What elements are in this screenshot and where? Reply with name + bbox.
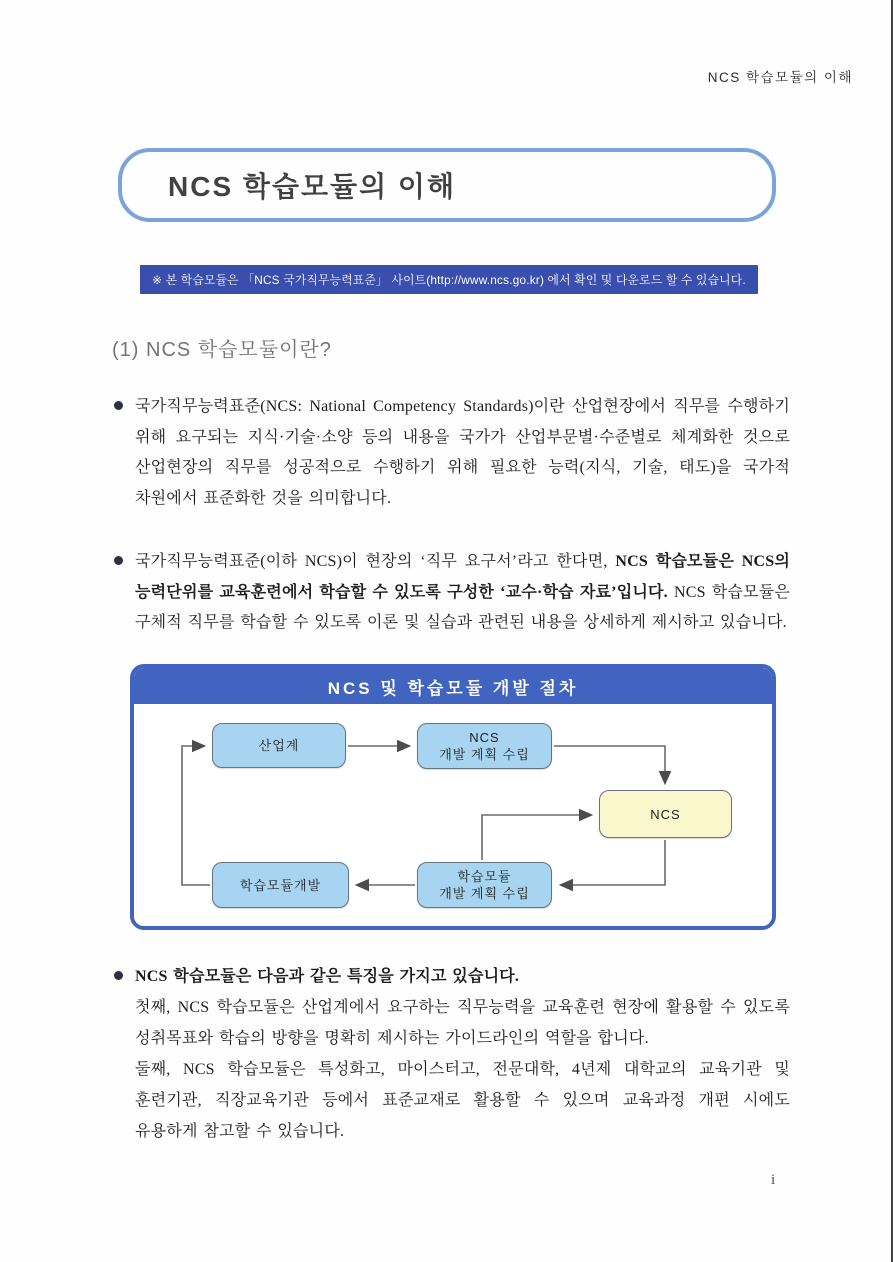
notice-text: ※ 본 학습모듈은 「NCS 국가직무능력표준」 사이트(http://www.ncs.go.kr) 에서 확인 및 다운로드 할 수 있습니다.: [152, 273, 746, 287]
bullet-icon: [114, 971, 123, 980]
flow-node-label: 개발 계획 수립: [439, 747, 530, 762]
paragraph-text-bold: NCS 학습모듈은 NCS의 능력단위를 교육훈련에서 학습할 수 있도록 구성한 ‘교수·학습 자료’입니다.: [135, 553, 790, 601]
arrow-moduledev-to-industry: [182, 746, 210, 885]
paragraph-ncs-definition: [113, 392, 790, 514]
notice-banner: [140, 265, 758, 294]
section-heading: (1) NCS 학습모듈이란?: [112, 339, 332, 361]
flow-node-module-plan: [417, 862, 552, 908]
paragraph-text-regular: 국가직무능력표준(이하 NCS)이 현장의 ‘직무 요구서’라고 한다면,: [135, 553, 616, 570]
paragraph-features: [113, 961, 790, 1147]
page-number: i: [771, 1172, 776, 1188]
flow-node-module-dev: [212, 862, 349, 908]
bullet-icon: [114, 556, 123, 565]
flow-node-label: NCS: [469, 730, 500, 745]
features-second: 둘째, NCS 학습모듈은 특성화고, 마이스터고, 전문대학, 4년제 대학교의 교육기관 및 훈련기관, 직장교육기관 등에서 표준교재로 활용할 수 있으며 교육과정 개편 시에도 유용하게 참고할 수 있습니다.: [135, 1061, 790, 1140]
flow-node-ncs: [599, 790, 732, 838]
flow-node-label: 학습모듈: [457, 869, 512, 884]
arrow-moduleplan-to-ncs: [482, 815, 590, 860]
features-first: 첫째, NCS 학습모듈은 산업계에서 요구하는 직무능력을 교육훈련 현장에 활용할 수 있도록 성취목표와 학습의 방향을 명확히 제시하는 가이드라인의 역할을 합니다.: [135, 999, 790, 1047]
diagram-title: NCS 및 학습모듈 개발 절차: [134, 668, 772, 704]
development-process-diagram: [130, 664, 776, 930]
chapter-title: NCS 학습모듈의 이해: [168, 171, 457, 202]
paragraph-ncs-module: [113, 547, 790, 639]
arrow-ncs-to-moduleplan: [562, 840, 665, 885]
bullet-icon: [114, 401, 123, 410]
features-intro-bold: NCS 학습모듈은 다음과 같은 특징을 가지고 있습니다.: [135, 968, 520, 985]
arrow-ncsplan-to-ncs: [554, 746, 665, 782]
paragraph-text: 국가직무능력표준(NCS: National Competency Standards)이란 산업현장에서 직무를 수행하기 위해 요구되는 지식·기술·소양 등의 내용을 국가가 산업부문별·수준별로 체계화한 것으로 산업현장의 직무를 성공적으로 수행하기 위해 필요한 능력(지식, 기술, 태도)을 국가적 차원에서 표준화한 것을 의미합니다.: [135, 398, 790, 507]
flow-node-ncs-plan: [417, 723, 552, 769]
flow-node-industry: [212, 723, 346, 768]
flow-node-label: 개발 계획 수립: [439, 886, 530, 901]
diagram-body: [134, 704, 772, 926]
flow-node-label: 산업계: [258, 738, 300, 753]
flow-node-label: NCS: [650, 806, 681, 822]
flow-node-label: 학습모듈개발: [239, 877, 322, 893]
paragraph-text-regular: NCS 학습모듈은 구체적 직무를 학습할 수 있도록 이론 및 실습과 관련된 내용을 상세하게 제시하고 있습니다.: [135, 583, 791, 631]
chapter-title-box: [118, 148, 776, 222]
running-header: NCS 학습모듈의 이해: [707, 70, 853, 85]
